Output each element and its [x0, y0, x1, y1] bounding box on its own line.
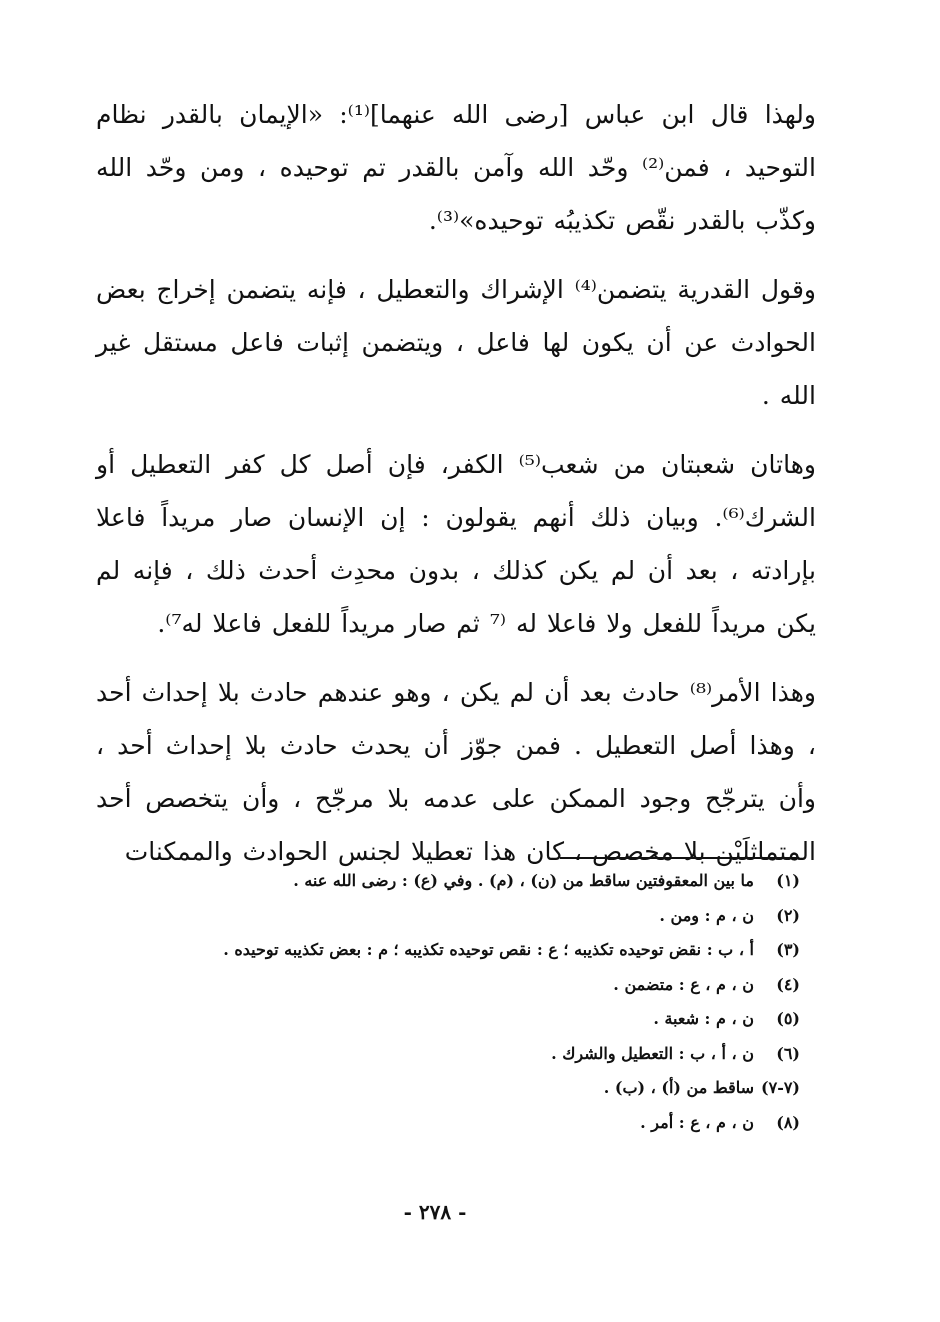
- footnote-text: ن ، م ، ع : متضمن .: [613, 974, 754, 994]
- footnote-item: [96, 864, 800, 899]
- footnote-item: [96, 1002, 800, 1037]
- footnote-item: [96, 1106, 800, 1141]
- footnote-number: (٧-٧): [761, 1078, 800, 1097]
- paragraph-1: ولهذا قال ابن عباس [رضى الله عنهما]⁽¹⁾: «الإيمان بالقدر نظام التوحيد ، فمن⁽²⁾ وحّد الله وآمن بالقدر تم توحيده ، ومن وحّد الله وكذّب بالقدر نقّص تكذيبُه توحيده»⁽³⁾.: [96, 100, 816, 235]
- paragraph-2: وقول القدرية يتضمن⁽⁴⁾ الإشراك والتعطيل ، فإنه يتضمن إخراج بعض الحوادث عن أن يكون لها فاعل ، ويتضمن إثبات فاعل مستقل غير الله .: [96, 275, 816, 410]
- footnote-item: [96, 1071, 800, 1106]
- footnotes-list: [96, 864, 800, 1140]
- footnote-number: (٣): [776, 940, 800, 959]
- paragraph-4: وهذا الأمر⁽⁸⁾ حادث بعد أن لم يكن ، وهو عندهم حادث بلا إحداث أحد ، وهذا أصل التعطيل . فمن جوّز أن يحدث حادث بلا إحداث أحد ، وأن يترجّح وجود الممكن على عدمه بلا مرجّح ، وأن يتخصص أحد المتماثلَيْن بلا مخصص ، كان هذا تعطيلا لجنس الحوادث والممكنات: [96, 678, 816, 866]
- footnote-text: ن ، م : شعبة .: [653, 1009, 754, 1028]
- footnote-text: ن ، م : ومن .: [659, 905, 754, 925]
- footnote-text: ن ، أ ، ب : التعطيل والشرك .: [551, 1043, 754, 1063]
- footnote-item: [96, 968, 800, 1003]
- main-text: [96, 88, 816, 894]
- footnote-item: [96, 899, 800, 934]
- footnote-text: ما بين المعقوفتين ساقط من (ن) ، (م) . وفي (ع) : رضى الله عنه .: [293, 871, 754, 890]
- footnote-text: ن ، م ، ع : أمر .: [640, 1112, 754, 1132]
- footnote-number: (٦): [776, 1043, 800, 1063]
- footnote-text: أ ، ب : نقض توحيده تكذيبه ؛ ع : نقص توحيده تكذيبه ؛ م : بعض تكذيبه توحيده .: [223, 940, 754, 959]
- footnote-separator: [560, 857, 796, 859]
- footnote-number: (٤): [776, 974, 800, 994]
- footnote-item: [96, 1037, 800, 1072]
- footnote-number: (٢): [776, 905, 800, 925]
- paragraph-3: وهاتان شعبتان من شعب⁽⁵⁾ الكفر، فإن أصل كل كفر التعطيل أو الشرك⁽⁶⁾. وبيان ذلك أنهم يقولون : إن الإنسان صار مريداً فاعلا بإرادته ، بعد أن لم يكن كذلك ، بدون محدِث أحدث ذلك ، فإنه لم يكن مريداً للفعل ولا فاعلا له ⁽⁷ ثم صار مريداً للفعل فاعلا له⁷⁾.: [96, 450, 816, 638]
- footnote-number: (٨): [776, 1112, 800, 1132]
- footnote-number: (١): [776, 871, 800, 890]
- footnote-text: ساقط من (أ) ، (ب) .: [603, 1078, 754, 1097]
- footnote-item: [96, 933, 800, 968]
- footnote-number: (٥): [776, 1009, 800, 1028]
- page-number: - ٢٧٨ -: [403, 1200, 467, 1224]
